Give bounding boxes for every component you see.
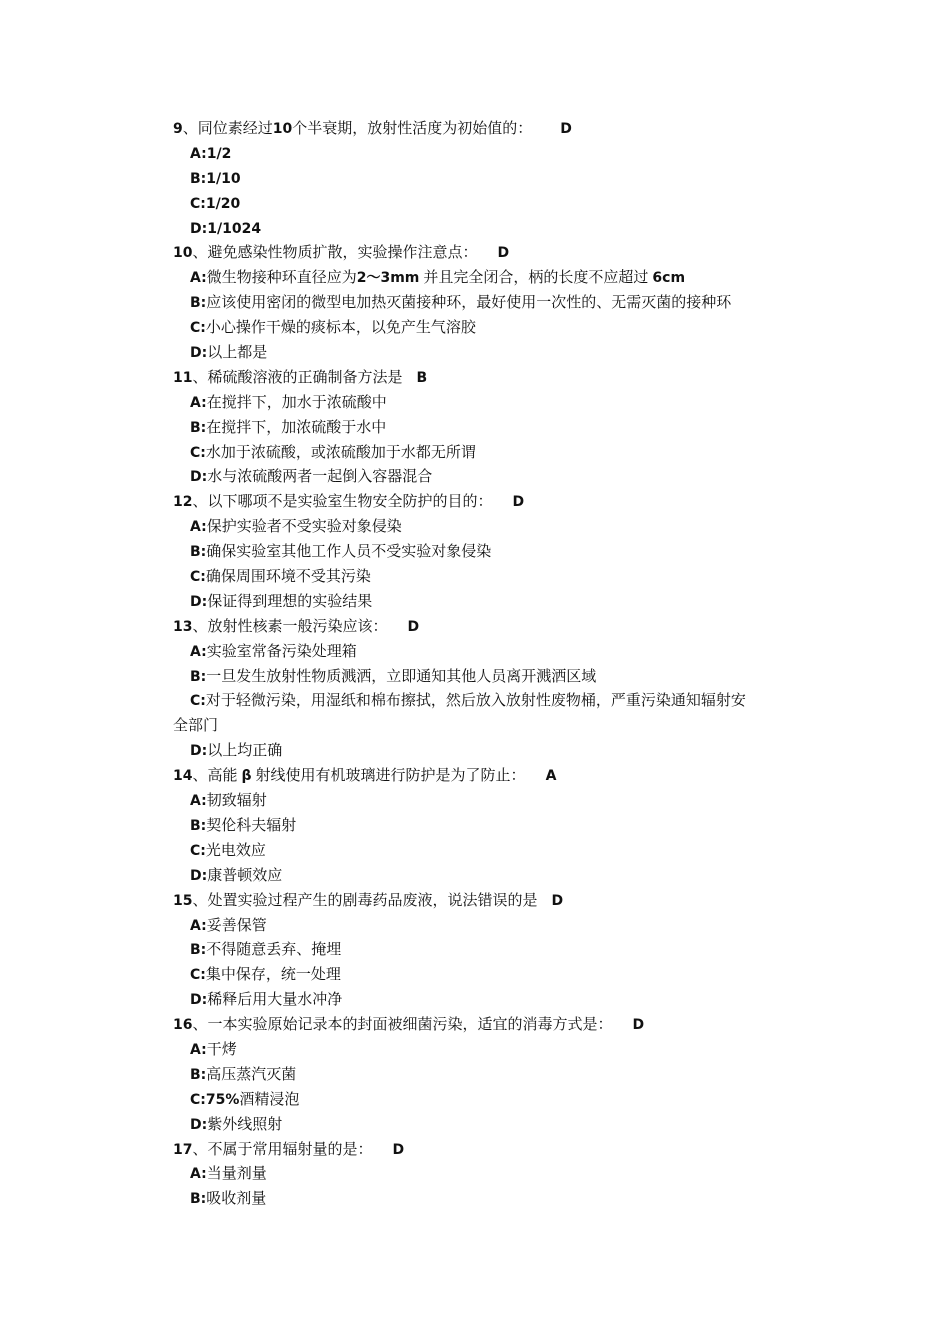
option-c — [173, 962, 813, 987]
option-letter: C — [190, 569, 201, 586]
option-colon: : — [200, 967, 206, 984]
question-separator: 、 — [192, 1015, 208, 1034]
option-text: 契伦科夫辐射 — [206, 815, 297, 834]
option-text: 紫外线照射 — [207, 1114, 283, 1133]
option-colon: : — [201, 793, 207, 810]
option-colon: : — [201, 220, 208, 237]
option-c — [173, 191, 813, 216]
option-colon: : — [201, 643, 207, 660]
option-colon: : — [201, 1166, 207, 1183]
option-letter: D — [190, 867, 202, 884]
option-text: 小心操作干燥的痰标本，以免产生气溶胶 — [205, 318, 476, 337]
option-colon: : — [201, 270, 207, 287]
option-b — [173, 937, 813, 962]
option-text: 水加于浓硫酸，或浓硫酸加于水都无所谓 — [205, 442, 476, 461]
option-b — [173, 664, 813, 689]
option-letter: C — [190, 444, 201, 461]
option-letter: D — [190, 220, 202, 237]
question-separator: 、 — [192, 243, 208, 262]
option-colon: : — [201, 469, 208, 486]
option-letter: D — [190, 992, 202, 1009]
option-colon: : — [201, 519, 207, 536]
option-c-continuation — [173, 713, 813, 738]
option-colon: : — [200, 544, 207, 561]
question-12 — [173, 489, 813, 514]
option-colon: : — [201, 743, 208, 760]
question-number: 14 — [173, 768, 193, 785]
option-letter: A — [190, 145, 202, 162]
option-b — [173, 539, 813, 564]
option-colon: : — [200, 170, 207, 187]
option-colon: : — [201, 145, 207, 162]
option-letter: A — [190, 643, 202, 660]
option-colon: : — [201, 917, 207, 934]
option-text: 酒精浸泡 — [239, 1089, 300, 1108]
option-text: 对于轻微污染，用湿纸和棉布擦拭，然后放入放射性废物桶，严重污染通知辐射安 — [205, 691, 746, 710]
option-text: 1/20 — [205, 195, 241, 212]
option-a — [173, 1037, 813, 1062]
option-text: 以上均正确 — [207, 741, 283, 760]
option-c — [173, 315, 813, 340]
option-letter: C — [190, 967, 201, 984]
option-a — [173, 141, 813, 166]
question-separator: 、 — [192, 1139, 208, 1158]
question-text: 避免感染性物质扩散，实验操作注意点： — [207, 243, 478, 262]
option-text: 高压蒸汽灭菌 — [206, 1064, 297, 1083]
question-number: 13 — [173, 618, 193, 635]
option-colon: : — [200, 444, 206, 461]
question-list — [173, 116, 813, 1211]
question-9 — [173, 116, 813, 141]
option-colon: : — [201, 1041, 207, 1058]
question-10 — [173, 240, 813, 265]
option-letter: A — [190, 917, 202, 934]
question-number: 12 — [173, 494, 193, 511]
question-11 — [173, 365, 813, 390]
option-colon: : — [201, 867, 208, 884]
option-letter: B — [190, 942, 201, 959]
option-text: 1/1024 — [207, 220, 262, 237]
option-d — [173, 1112, 813, 1137]
option-d — [173, 589, 813, 614]
option-text: 水与浓硫酸两者一起倒入容器混合 — [207, 467, 433, 486]
option-letter: B — [190, 1191, 201, 1208]
option-colon: : — [200, 295, 207, 312]
question-text-tail: 射线使用有机玻璃进行防护是为了防止： — [255, 766, 526, 785]
option-colon: : — [201, 992, 208, 1009]
option-letter: C — [190, 693, 201, 710]
question-text: 不属于常用辐射量的是： — [207, 1139, 373, 1158]
option-a — [173, 390, 813, 415]
option-letter: A — [190, 270, 202, 287]
option-b — [173, 415, 813, 440]
option-text: 吸收剂量 — [206, 1189, 267, 1208]
option-text: 当量剂量 — [206, 1164, 267, 1183]
option-b — [173, 1186, 813, 1211]
option-letter: C — [190, 842, 201, 859]
option-text: 韧致辐射 — [206, 791, 267, 810]
question-number: 15 — [173, 892, 193, 909]
option-colon: : — [201, 1116, 208, 1133]
option-letter: B — [190, 817, 201, 834]
option-letter: B — [190, 295, 201, 312]
option-d — [173, 216, 813, 241]
option-text: 在搅拌下，加浓硫酸于水中 — [206, 417, 387, 436]
question-text: 放射性核素一般污染应该： — [207, 616, 388, 635]
question-separator: 、 — [192, 616, 208, 635]
question-text: 一本实验原始记录本的封面被细菌污染，适宜的消毒方式是： — [207, 1015, 613, 1034]
option-text: 一旦发生放射性物质溅洒，立即通知其他人员离开溅洒区域 — [206, 666, 597, 685]
answer-key: D — [512, 494, 525, 511]
option-colon: : — [200, 419, 207, 436]
option-d — [173, 464, 813, 489]
option-text-bold: 6cm — [652, 270, 686, 287]
answer-key: A — [545, 768, 557, 785]
option-letter: D — [190, 1116, 202, 1133]
option-letter: A — [190, 1041, 202, 1058]
option-letter: A — [190, 394, 202, 411]
option-c — [173, 440, 813, 465]
question-number: 16 — [173, 1017, 193, 1034]
option-text: 1/2 — [206, 145, 232, 162]
answer-key: D — [551, 892, 564, 909]
option-text: 光电效应 — [205, 840, 266, 859]
option-text: 在搅拌下，加水于浓硫酸中 — [206, 392, 387, 411]
option-text: 微生物接种环直径应为 — [206, 268, 357, 287]
option-colon: : — [200, 668, 207, 685]
option-colon: : — [200, 1066, 207, 1083]
option-c — [173, 838, 813, 863]
option-text: 稀释后用大量水冲净 — [207, 990, 343, 1009]
question-17 — [173, 1137, 813, 1162]
question-text-tail: 个半衰期，放射性活度为初始值的： — [292, 119, 533, 137]
option-colon: : — [200, 842, 206, 859]
question-text: 处置实验过程产生的剧毒药品废液，说法错误的是 — [207, 890, 538, 909]
option-letter: D — [190, 469, 202, 486]
option-text: 确保实验室其他工作人员不受实验对象侵染 — [206, 542, 492, 561]
option-text: 应该使用密闭的微型电加热灭菌接种环，最好使用一次性的、无需灭菌的接种环 — [206, 293, 732, 312]
option-text: 不得随意丢弃、掩埋 — [206, 940, 342, 959]
option-colon: : — [200, 817, 207, 834]
option-text: 以上都是 — [207, 343, 268, 362]
option-d — [173, 738, 813, 763]
option-text: 集中保存，统一处理 — [205, 965, 341, 984]
option-text-wrap: 全部门 — [173, 716, 219, 735]
option-c — [173, 1087, 813, 1112]
option-text-bold: 75% — [205, 1091, 240, 1108]
option-letter: A — [190, 1166, 202, 1183]
option-a — [173, 265, 813, 290]
answer-key: D — [560, 121, 572, 137]
answer-key: B — [416, 369, 428, 386]
question-separator: 、 — [192, 766, 208, 785]
question-separator: 、 — [192, 890, 208, 909]
option-colon: : — [200, 942, 207, 959]
option-colon: : — [200, 569, 206, 586]
question-text: 以下哪项不是实验室生物安全防护的目的： — [207, 492, 493, 511]
option-letter: D — [190, 345, 202, 362]
answer-key: D — [392, 1141, 405, 1158]
option-letter: C — [190, 320, 201, 337]
option-text: 妥善保管 — [206, 915, 267, 934]
option-a — [173, 788, 813, 813]
option-c — [173, 688, 813, 713]
option-letter: B — [190, 419, 201, 436]
option-d — [173, 340, 813, 365]
question-separator: 、 — [192, 492, 208, 511]
option-colon: : — [200, 195, 206, 212]
answer-key: D — [407, 618, 420, 635]
option-letter: B — [190, 668, 201, 685]
option-colon: : — [200, 320, 206, 337]
question-separator: 、 — [192, 367, 208, 386]
option-colon: : — [200, 1191, 207, 1208]
question-13 — [173, 614, 813, 639]
option-a — [173, 639, 813, 664]
option-b — [173, 290, 813, 315]
option-letter: C — [190, 195, 201, 212]
question-number: 11 — [173, 369, 193, 386]
option-text: 实验室常备污染处理箱 — [206, 641, 357, 660]
option-colon: : — [200, 1091, 206, 1108]
answer-key: D — [632, 1017, 645, 1034]
option-letter: D — [190, 593, 202, 610]
option-a — [173, 514, 813, 539]
answer-key: D — [497, 245, 510, 262]
option-text-mid: 并且完全闭合，柄的长度不应超过 — [423, 268, 649, 287]
question-text: 高能 — [207, 766, 238, 785]
option-letter: D — [190, 743, 202, 760]
question-text-bold: 10 — [272, 121, 293, 137]
question-text-bold: β — [241, 768, 252, 785]
option-text: 确保周围环境不受其污染 — [205, 567, 371, 586]
question-text: 稀硫酸溶液的正确制备方法是 — [207, 367, 403, 386]
option-text: 康普顿效应 — [207, 865, 283, 884]
option-colon: : — [200, 693, 206, 710]
option-text: 1/10 — [206, 170, 241, 187]
option-d — [173, 987, 813, 1012]
option-letter: B — [190, 544, 201, 561]
option-letter: B — [190, 170, 201, 187]
option-colon: : — [201, 394, 207, 411]
question-14 — [173, 763, 813, 788]
option-a — [173, 913, 813, 938]
question-separator: 、 — [182, 119, 198, 137]
option-d — [173, 863, 813, 888]
option-text: 保护实验者不受实验对象侵染 — [206, 517, 402, 536]
option-a — [173, 1161, 813, 1186]
option-text: 保证得到理想的实验结果 — [207, 591, 373, 610]
question-text: 同位素经过 — [197, 119, 273, 137]
option-letter: B — [190, 1066, 201, 1083]
option-letter: C — [190, 1091, 201, 1108]
question-15 — [173, 888, 813, 913]
option-letter: A — [190, 793, 202, 810]
option-colon: : — [201, 345, 208, 362]
option-text: 干烤 — [206, 1039, 237, 1058]
option-b — [173, 1062, 813, 1087]
option-b — [173, 166, 813, 191]
option-text-bold: 2～3mm — [356, 270, 420, 287]
option-b — [173, 813, 813, 838]
question-16 — [173, 1012, 813, 1037]
question-number: 9 — [173, 121, 183, 137]
option-letter: A — [190, 519, 202, 536]
option-colon: : — [201, 593, 208, 610]
question-number: 10 — [173, 245, 193, 262]
option-c — [173, 564, 813, 589]
question-number: 17 — [173, 1141, 193, 1158]
